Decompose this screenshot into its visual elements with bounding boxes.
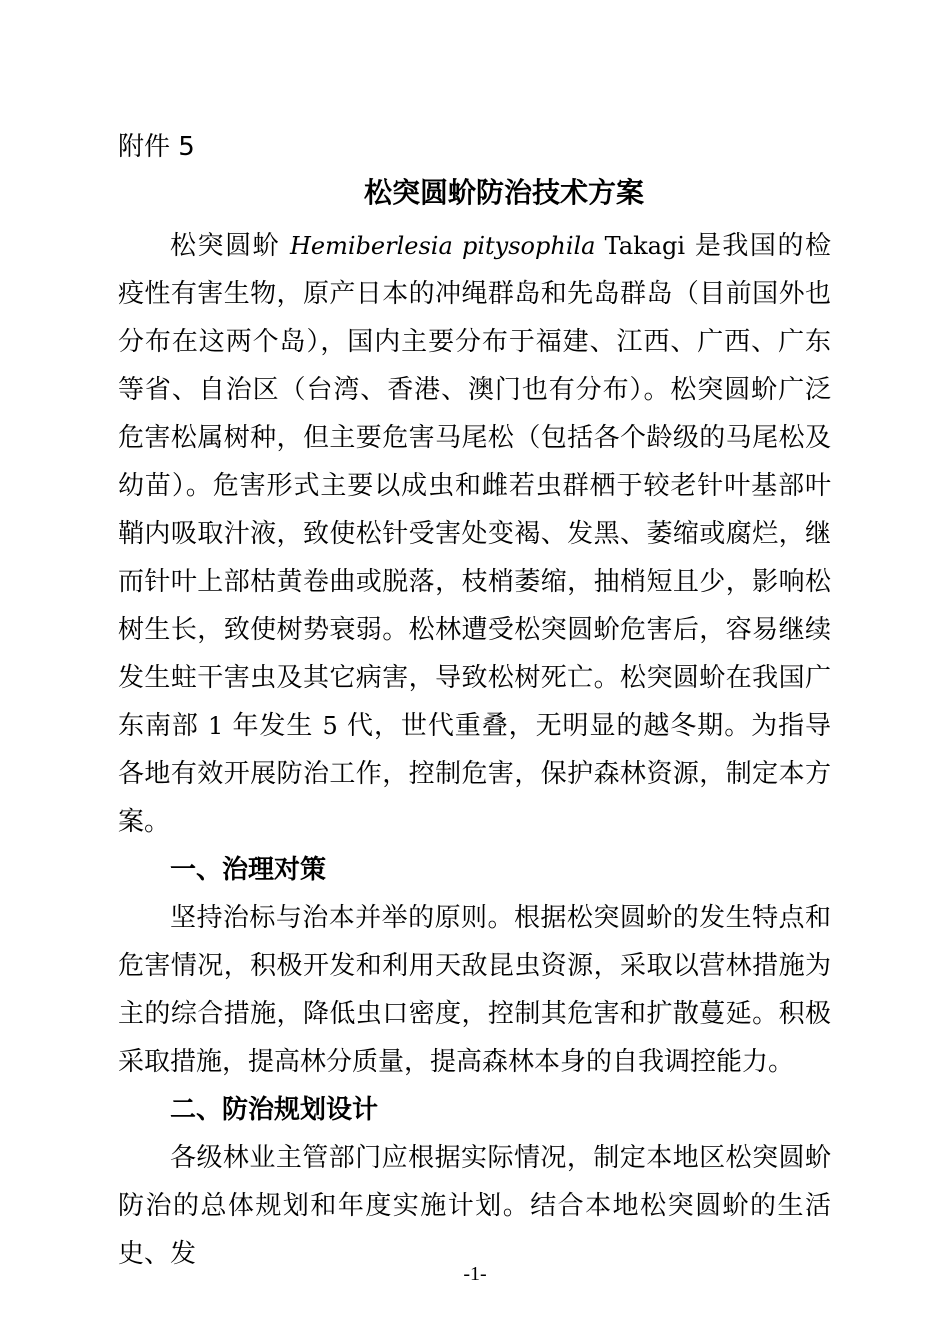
scientific-name <box>290 232 685 260</box>
scientific-name-species: pitysophila <box>461 232 596 260</box>
intro-text-between: 年发生 <box>223 711 323 741</box>
intro-paragraph <box>118 222 831 846</box>
attachment-label: 附件 5 <box>118 132 195 162</box>
document-body <box>118 222 831 1278</box>
intro-number-years: 1 <box>208 712 224 740</box>
intro-number-generations: 5 <box>322 712 338 740</box>
scientific-name-author: Takagi <box>604 232 686 260</box>
section-text-strategy: 坚持治标与治本并举的原则。根据松突圆蚧的发生特点和危害情况，积极开发和利用天敌昆虫资源，采取以营林措施为主的综合措施，降低虫口密度，控制其危害和扩散蔓延。积极采取措施，提高林分质量，提高森林本身的自我调控能力。 <box>118 903 831 1077</box>
section-heading-strategy: 一、治理对策 <box>170 855 327 885</box>
page-number: -1- <box>463 1263 487 1285</box>
document-title: 松突圆蚧防治技术方案 <box>363 176 644 209</box>
intro-text-start: 松突圆蚧 <box>170 231 290 261</box>
scientific-name-genus: Hemiberlesia <box>290 232 453 260</box>
section-text-planning: 各级林业主管部门应根据实际情况，制定本地区松突圆蚧防治的总体规划和年度实施计划。结合本地松突圆蚧的生活史、发 <box>118 1143 831 1269</box>
intro-text-body: 是我国的检疫性有害生物，原产日本的冲绳群岛和先岛群岛（目前国外也分布在这两个岛），国内主要分布于福建、江西、广西、广东等省、自治区（台湾、香港、澳门也有分布）。松突圆蚧广泛危害松属树种，但主要危害马尾松（包括各个龄级的马尾松及幼苗）。危害形式主要以成虫和雌若虫群栖于较老针叶基部叶鞘内吸取汁液，致使松针受害处变褐、发黑、萎缩或腐烂，继而针叶上部枯黄卷曲或脱落，枝梢萎缩，抽梢短且少，影响松树生长，致使树势衰弱。松林遭受松突圆蚧危害后，容易继续发生蛀干害虫及其它病害，导致松树死亡。松突圆蚧在我国广东南部 <box>118 231 832 741</box>
section-heading-planning: 二、防治规划设计 <box>170 1095 379 1125</box>
intro-text-end: 代，世代重叠，无明显的越冬期。为指导各地有效开展防治工作，控制危害，保护森林资源，制定本方案。 <box>118 711 832 837</box>
